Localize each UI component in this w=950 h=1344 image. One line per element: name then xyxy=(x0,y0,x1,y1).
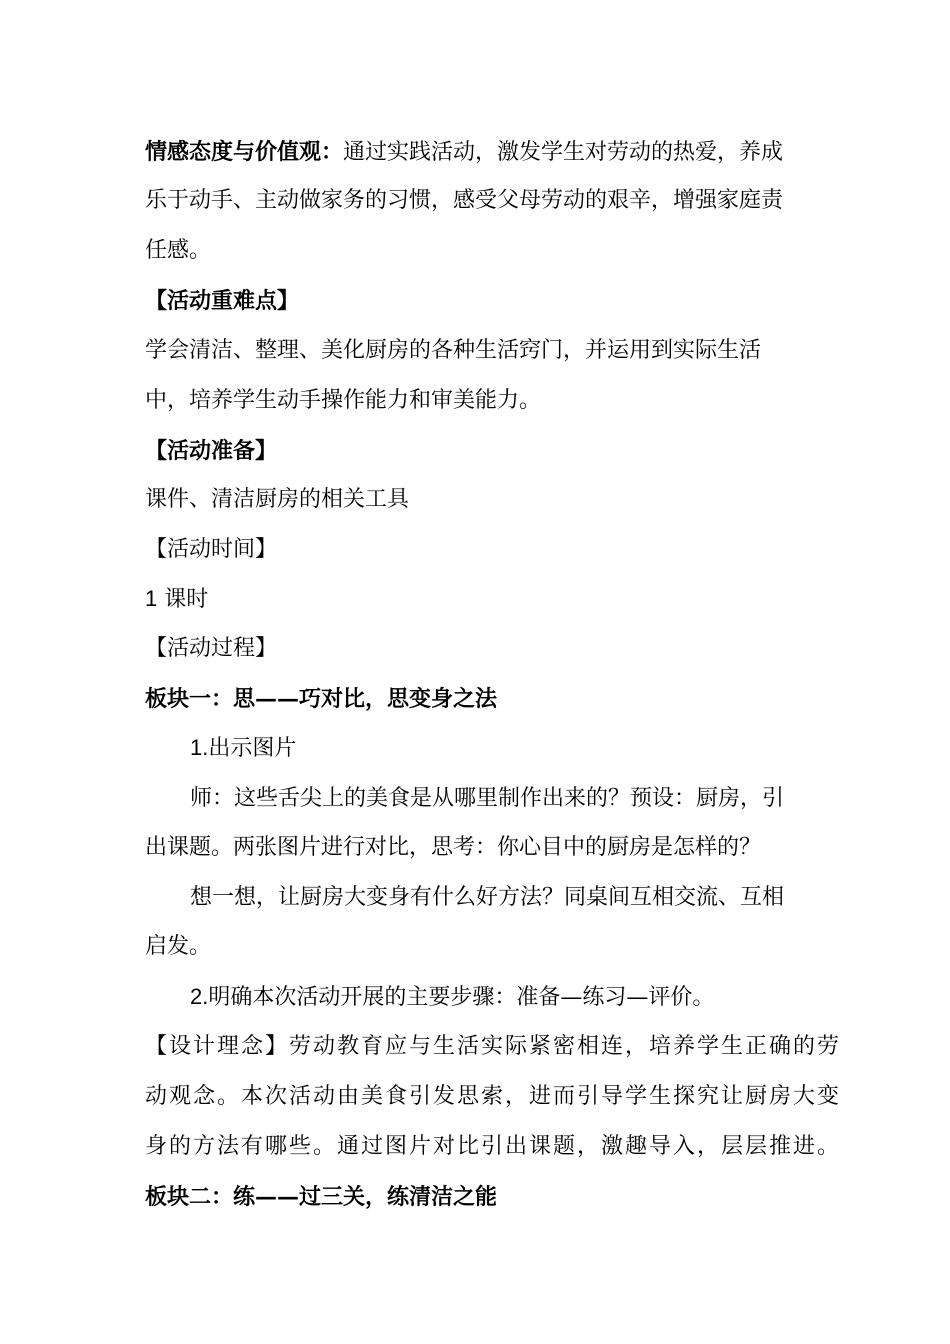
attitude-text-1: 通过实践活动，激发学生对劳动的热爱，养成 xyxy=(343,140,784,165)
time-text xyxy=(145,584,208,615)
preparation-heading: 【活动准备】 xyxy=(145,438,278,464)
time-unit: 课时 xyxy=(164,587,209,612)
attitude-line-2: 乐于动手、主动做家务的习惯，感受父母劳动的艰辛，增强家庭责 xyxy=(145,188,784,213)
step2-line xyxy=(190,982,714,1013)
block2-heading: 板块二：练——过三关，练清洁之能 xyxy=(145,1184,498,1210)
step2-number: 2. xyxy=(190,984,209,1009)
teacher-line-2: 出课题。两张图片进行对比，思考：你心目中的厨房是怎样的？ xyxy=(145,835,762,860)
preparation-text: 课件、清洁厨房的相关工具 xyxy=(145,487,410,512)
design-line-3: 身的方法有哪些。通过图片对比引出课题，激趣导入，层层推进。 xyxy=(145,1134,842,1159)
time-heading: 【活动时间】 xyxy=(145,537,278,562)
key-points-heading: 【活动重难点】 xyxy=(145,288,300,314)
time-number: 1 xyxy=(145,586,158,611)
think-line-2: 启发。 xyxy=(145,934,212,959)
step1-number: 1. xyxy=(190,735,209,760)
key-points-line-2: 中，培养学生动手操作能力和审美能力。 xyxy=(145,388,542,413)
teacher-line-1: 师：这些舌尖上的美食是从哪里制作出来的？预设：厨房，引 xyxy=(190,786,785,811)
think-line-1: 想一想，让厨房大变身有什么好方法？同桌间互相交流、互相 xyxy=(190,885,785,910)
design-line-2: 动观念。本次活动由美食引发思索，进而引导学生探究让厨房大变 xyxy=(145,1084,842,1109)
step2-text: 明确本次活动开展的主要步骤：准备—练习—评价。 xyxy=(208,985,715,1010)
attitude-line-1 xyxy=(145,137,783,168)
attitude-line-3: 任感。 xyxy=(145,238,212,263)
step1-line xyxy=(190,733,296,764)
step1-text: 出示图片 xyxy=(208,736,297,761)
block1-heading: 板块一：思——巧对比，思变身之法 xyxy=(145,686,498,712)
process-heading: 【活动过程】 xyxy=(145,636,278,661)
attitude-label: 情感态度与价值观： xyxy=(145,139,344,165)
design-line-1: 【设计理念】劳动教育应与生活实际紧密相连，培养学生正确的劳 xyxy=(145,1034,842,1059)
key-points-line-1: 学会清洁、整理、美化厨房的各种生活窍门，并运用到实际生活 xyxy=(145,338,762,363)
